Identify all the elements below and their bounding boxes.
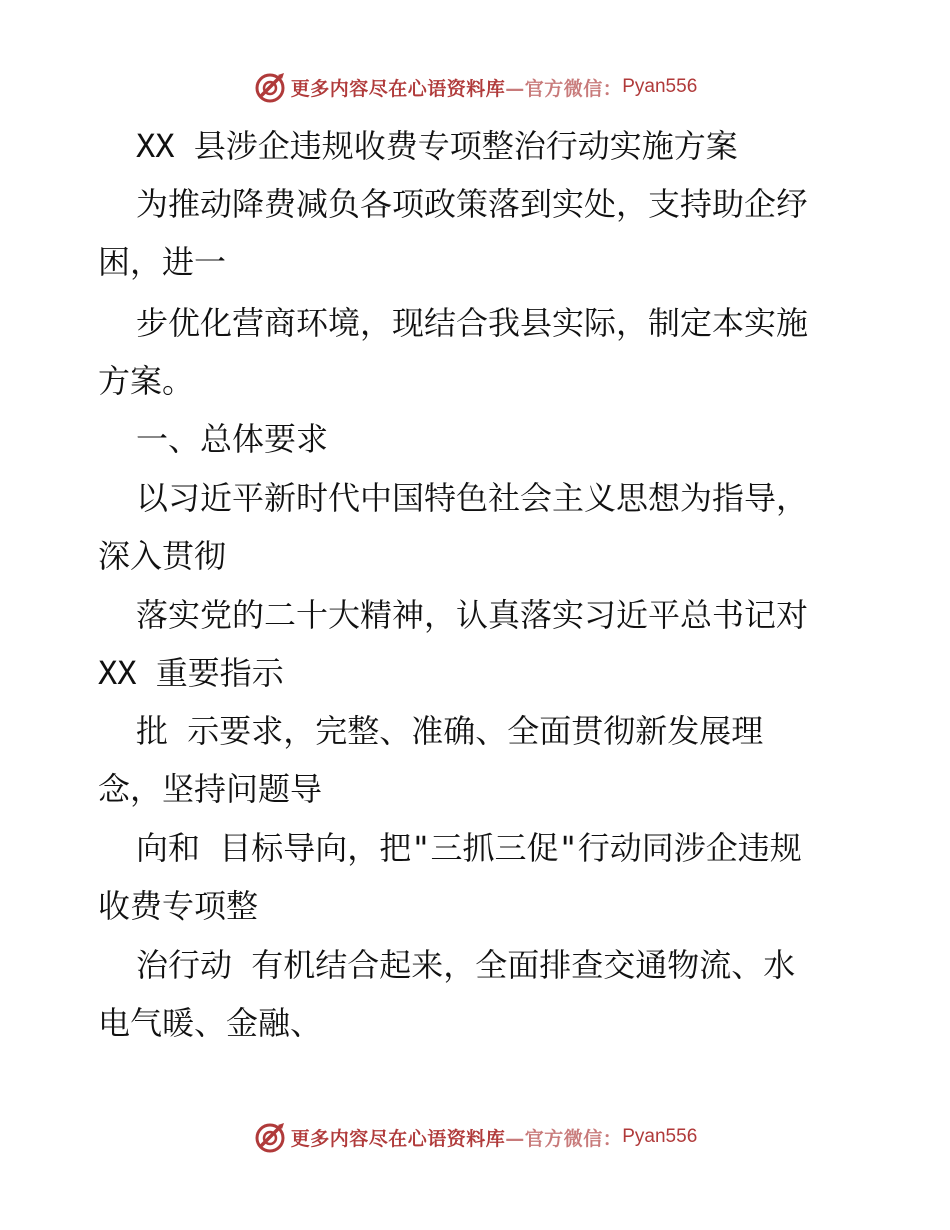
header-banner <box>0 70 950 104</box>
paragraph-line: 深入贯彻 <box>98 537 227 575</box>
banner-text: 更多内容尽在心语资料库 <box>290 1127 506 1150</box>
paragraph-line: XX 重要指示 <box>98 654 284 692</box>
banner-wechat-id: Pyan556 <box>622 76 698 97</box>
banner-wechat-id: Pyan556 <box>622 1126 698 1147</box>
paragraph-line: 落实党的二十大精神，认真落实习近平总书记对 <box>136 596 809 634</box>
brand-logo-icon <box>253 1120 287 1154</box>
paragraph-line: 步优化营商环境，现结合我县实际，制定本实施 <box>136 304 809 342</box>
brand-logo-icon <box>253 70 287 104</box>
paragraph-line: 批 示要求，完整、准确、全面贯彻新发展理 <box>136 712 764 750</box>
section-heading: 一、总体要求 <box>136 420 329 458</box>
paragraph-line: 收费专项整 <box>98 887 259 925</box>
banner-separator: —官方微信： <box>505 1127 623 1150</box>
paragraph-line: 以习近平新时代中国特色社会主义思想为指导， <box>136 479 809 517</box>
footer-banner <box>0 1120 950 1154</box>
paragraph-line: 念，坚持问题导 <box>98 770 323 808</box>
paragraph-line: 困，进一 <box>98 243 227 281</box>
paragraph-line: 为推动降费减负各项政策落到实处，支持助企纾 <box>136 185 809 223</box>
paragraph-line: 电气暖、金融、 <box>98 1004 323 1042</box>
paragraph-line: 方案。 <box>98 362 195 400</box>
paragraph-line: 向和 目标导向，把"三抓三促"行动同涉企违规 <box>136 829 802 867</box>
paragraph-line: 治行动 有机结合起来，全面排查交通物流、水 <box>136 946 796 984</box>
banner-separator: —官方微信： <box>505 77 623 100</box>
document-title: XX 县涉企违规收费专项整治行动实施方案 <box>136 127 738 165</box>
banner-text: 更多内容尽在心语资料库 <box>290 77 506 100</box>
